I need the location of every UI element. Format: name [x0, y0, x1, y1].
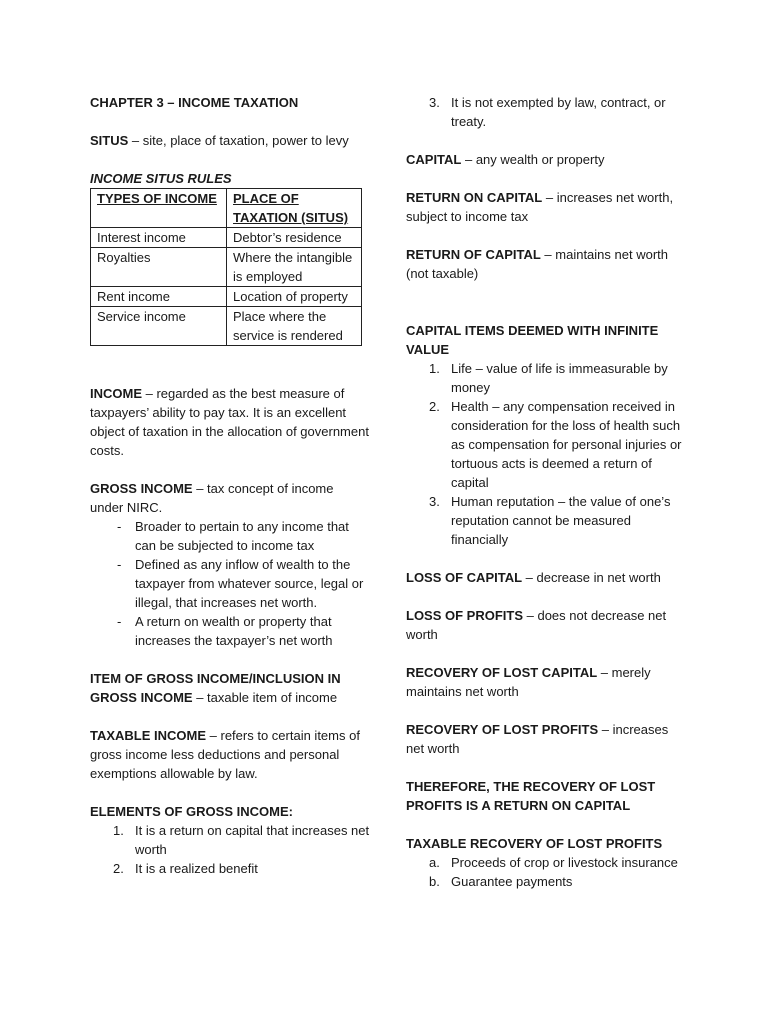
therefore-statement: THEREFORE, THE RECOVERY OF LOST PROFITS IS A RETURN ON CAPITAL [406, 779, 656, 813]
table-header-cell: PLACE OF TAXATION (SITUS) [227, 189, 362, 228]
table-cell: Location of property [227, 287, 362, 307]
income-definition: INCOME – regarded as the best measure of taxpayers’ ability to pay tax. It is an excellent object of taxation in the allocation of government costs. [90, 386, 369, 458]
table-cell: Rent income [91, 287, 227, 307]
taxable-recovery-list [406, 853, 688, 891]
table-header-cell: TYPES OF INCOME [91, 189, 227, 228]
capital-definition: CAPITAL – any wealth or property [406, 152, 605, 167]
table-cell: Debtor’s residence [227, 228, 362, 248]
situs-rules-table [90, 188, 362, 346]
list-item: 3. It is not exempted by law, contract, or treaty. [429, 95, 666, 129]
list-item: - A return on wealth or property that increases the taxpayer’s net worth [117, 614, 333, 648]
table-row [91, 287, 362, 307]
table-cell: Interest income [91, 228, 227, 248]
infinite-value-title: CAPITAL ITEMS DEEMED WITH INFINITE VALUE [406, 323, 659, 357]
list-item: 2. It is a realized benefit [113, 861, 258, 876]
taxable-income-definition: TAXABLE INCOME – refers to certain items of gross income less deductions and personal exemptions allowable by law. [90, 728, 360, 781]
return-of-capital-definition: RETURN OF CAPITAL – maintains net worth (not taxable) [406, 247, 668, 281]
gross-income-bullets [90, 517, 370, 650]
gross-income-definition: GROSS INCOME – tax concept of income under NIRC. [90, 481, 334, 515]
elements-list [90, 821, 370, 878]
left-column [90, 93, 370, 878]
table-cell: Where the intangible is employed [227, 248, 362, 287]
right-column [406, 93, 688, 891]
elements-title: ELEMENTS OF GROSS INCOME: [90, 804, 293, 819]
return-on-capital-definition: RETURN ON CAPITAL – increases net worth, subject to income tax [406, 190, 674, 224]
list-item: - Defined as any inflow of wealth to the taxpayer from whatever source, legal or illegal, that increases net worth. [117, 557, 364, 610]
list-item: a. Proceeds of crop or livestock insurance [429, 855, 678, 870]
table-row [91, 248, 362, 287]
recovery-lost-capital-definition: RECOVERY OF LOST CAPITAL – merely maintains net worth [406, 665, 651, 699]
list-item: 2. Health – any compensation received in consideration for the loss of health such as compensation for personal injuries or tortuous acts is deemed a return of capital [429, 399, 682, 490]
list-item: b. Guarantee payments [429, 874, 573, 889]
table-row [91, 307, 362, 346]
table-cell: Place where the service is rendered [227, 307, 362, 346]
infinite-value-list [406, 359, 688, 549]
list-item: 1. It is a return on capital that increases net worth [113, 823, 370, 857]
situs-rules-title: INCOME SITUS RULES [90, 171, 232, 186]
table-cell: Service income [91, 307, 227, 346]
taxable-recovery-title: TAXABLE RECOVERY OF LOST PROFITS [406, 836, 663, 851]
chapter-title: CHAPTER 3 – INCOME TAXATION [90, 95, 299, 110]
situs-definition: SITUS – site, place of taxation, power to levy [90, 133, 349, 148]
list-item: 1. Life – value of life is immeasurable by money [429, 361, 668, 395]
list-item: - Broader to pertain to any income that can be subjected to income tax [117, 519, 349, 553]
item-gross-income-definition: ITEM OF GROSS INCOME/INCLUSION IN GROSS INCOME – taxable item of income [90, 671, 341, 705]
table-cell: Royalties [91, 248, 227, 287]
list-item: 3. Human reputation – the value of one’s reputation cannot be measured financially [429, 494, 671, 547]
elements-list-continued [406, 93, 688, 131]
loss-of-profits-definition: LOSS OF PROFITS – does not decrease net worth [406, 608, 667, 642]
recovery-lost-profits-definition: RECOVERY OF LOST PROFITS – increases net worth [406, 722, 669, 756]
loss-of-capital-definition: LOSS OF CAPITAL – decrease in net worth [406, 570, 661, 585]
table-header-row [91, 189, 362, 228]
table-row [91, 228, 362, 248]
